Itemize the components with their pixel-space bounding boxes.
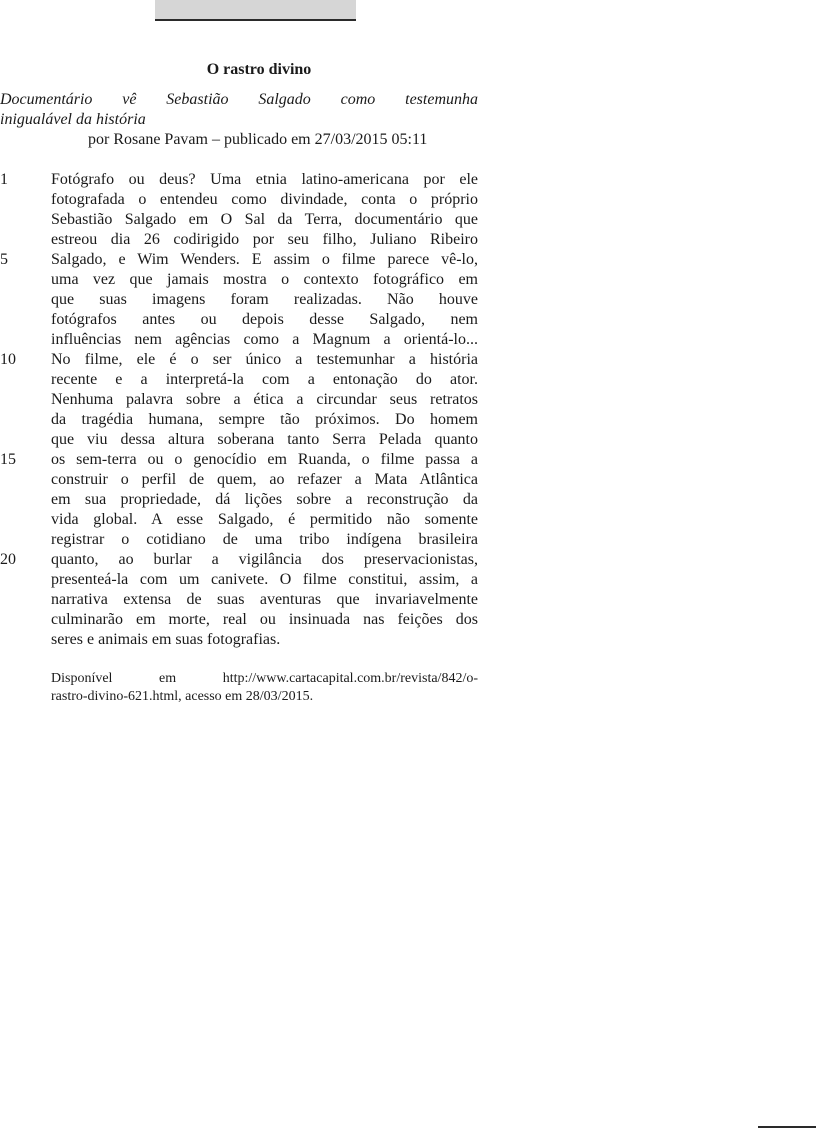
line-text: vida global. A esse Salgado, é permitido não somente [51,511,478,528]
body-line [0,590,478,610]
line-number: 20 [0,551,16,568]
body-line [0,230,478,250]
line-number: 5 [0,251,8,268]
body-line [0,390,478,410]
line-text: construir o perfil de quem, ao refazer a Mata Atlântica [51,471,478,488]
body-line [0,290,478,310]
body-line [0,550,478,570]
line-text: uma vez que jamais mostra o contexto fotográfico em [51,271,478,288]
body-line [0,170,478,190]
body-line [0,250,478,270]
body-line [0,470,478,490]
body-line [0,510,478,530]
line-number: 15 [0,451,16,468]
line-text: quanto, ao burlar a vigilância dos preservacionistas, [51,551,478,568]
line-text: culminarão em morte, real ou insinuada nas feições dos [51,611,478,628]
line-text: Fotógrafo ou deus? Uma etnia latino-americana por ele [51,171,478,188]
article-byline: por Rosane Pavam – publicado em 27/03/2015 05:11 [88,131,428,148]
line-text: recente e a interpretá-la com a entonação do ator. [51,371,478,388]
article-subtitle-line2: inigualável da história [0,111,146,128]
article-subtitle-line1: Documentário vê Sebastião Salgado como testemunha [0,91,478,108]
line-text: seres e animais em suas fotografias. [51,631,281,648]
body-line [0,310,478,330]
line-text: Salgado, e Wim Wenders. E assim o filme parece vê-lo, [51,251,478,268]
article-title: O rastro divino [206,61,312,78]
source-citation [0,670,478,706]
body-line [0,270,478,290]
corner-rule [758,1126,816,1128]
body-line [0,210,478,230]
body-line [0,330,478,350]
line-text: presenteá-la com um canivete. O filme constitui, assim, a [51,571,478,588]
line-text: influências nem agências como a Magnum a orientá-lo... [51,331,478,348]
article-body [0,170,478,650]
line-text: narrativa extensa de suas aventuras que invariavelmente [51,591,478,608]
line-text: em sua propriedade, dá lições sobre a reconstrução da [51,491,478,508]
line-text: No filme, ele é o ser único a testemunhar a história [51,351,478,368]
body-line [0,630,478,650]
header-bar [155,0,356,21]
body-line [0,530,478,550]
source-line2: rastro-divino-621.html, acesso em 28/03/2015. [51,689,314,704]
line-text: Nenhuma palavra sobre a ética a circundar seus retratos [51,391,478,408]
line-text: que viu dessa altura soberana tanto Serra Pelada quanto [51,431,478,448]
body-line [0,410,478,430]
line-number: 1 [0,171,8,188]
line-text: os sem-terra ou o genocídio em Ruanda, o filme passa a [51,451,478,468]
line-number: 10 [0,351,16,368]
body-line [0,570,478,590]
line-text: fotógrafos antes ou depois desse Salgado, nem [51,311,478,328]
body-line [0,430,478,450]
line-text: fotografada o entendeu como divindade, conta o próprio [51,191,478,208]
line-text: que suas imagens foram realizadas. Não houve [51,291,478,308]
line-text: Sebastião Salgado em O Sal da Terra, documentário que [51,211,478,228]
body-line [0,490,478,510]
line-text: estreou dia 26 codirigido por seu filho, Juliano Ribeiro [51,231,478,248]
body-line [0,350,478,370]
line-text: registrar o cotidiano de uma tribo indígena brasileira [51,531,478,548]
source-line1: Disponível em http://www.cartacapital.com.br/revista/842/o- [51,671,478,686]
line-text: da tragédia humana, sempre tão próximos. Do homem [51,411,478,428]
body-line [0,610,478,630]
body-line [0,190,478,210]
body-line [0,450,478,470]
body-line [0,370,478,390]
article [0,60,478,706]
